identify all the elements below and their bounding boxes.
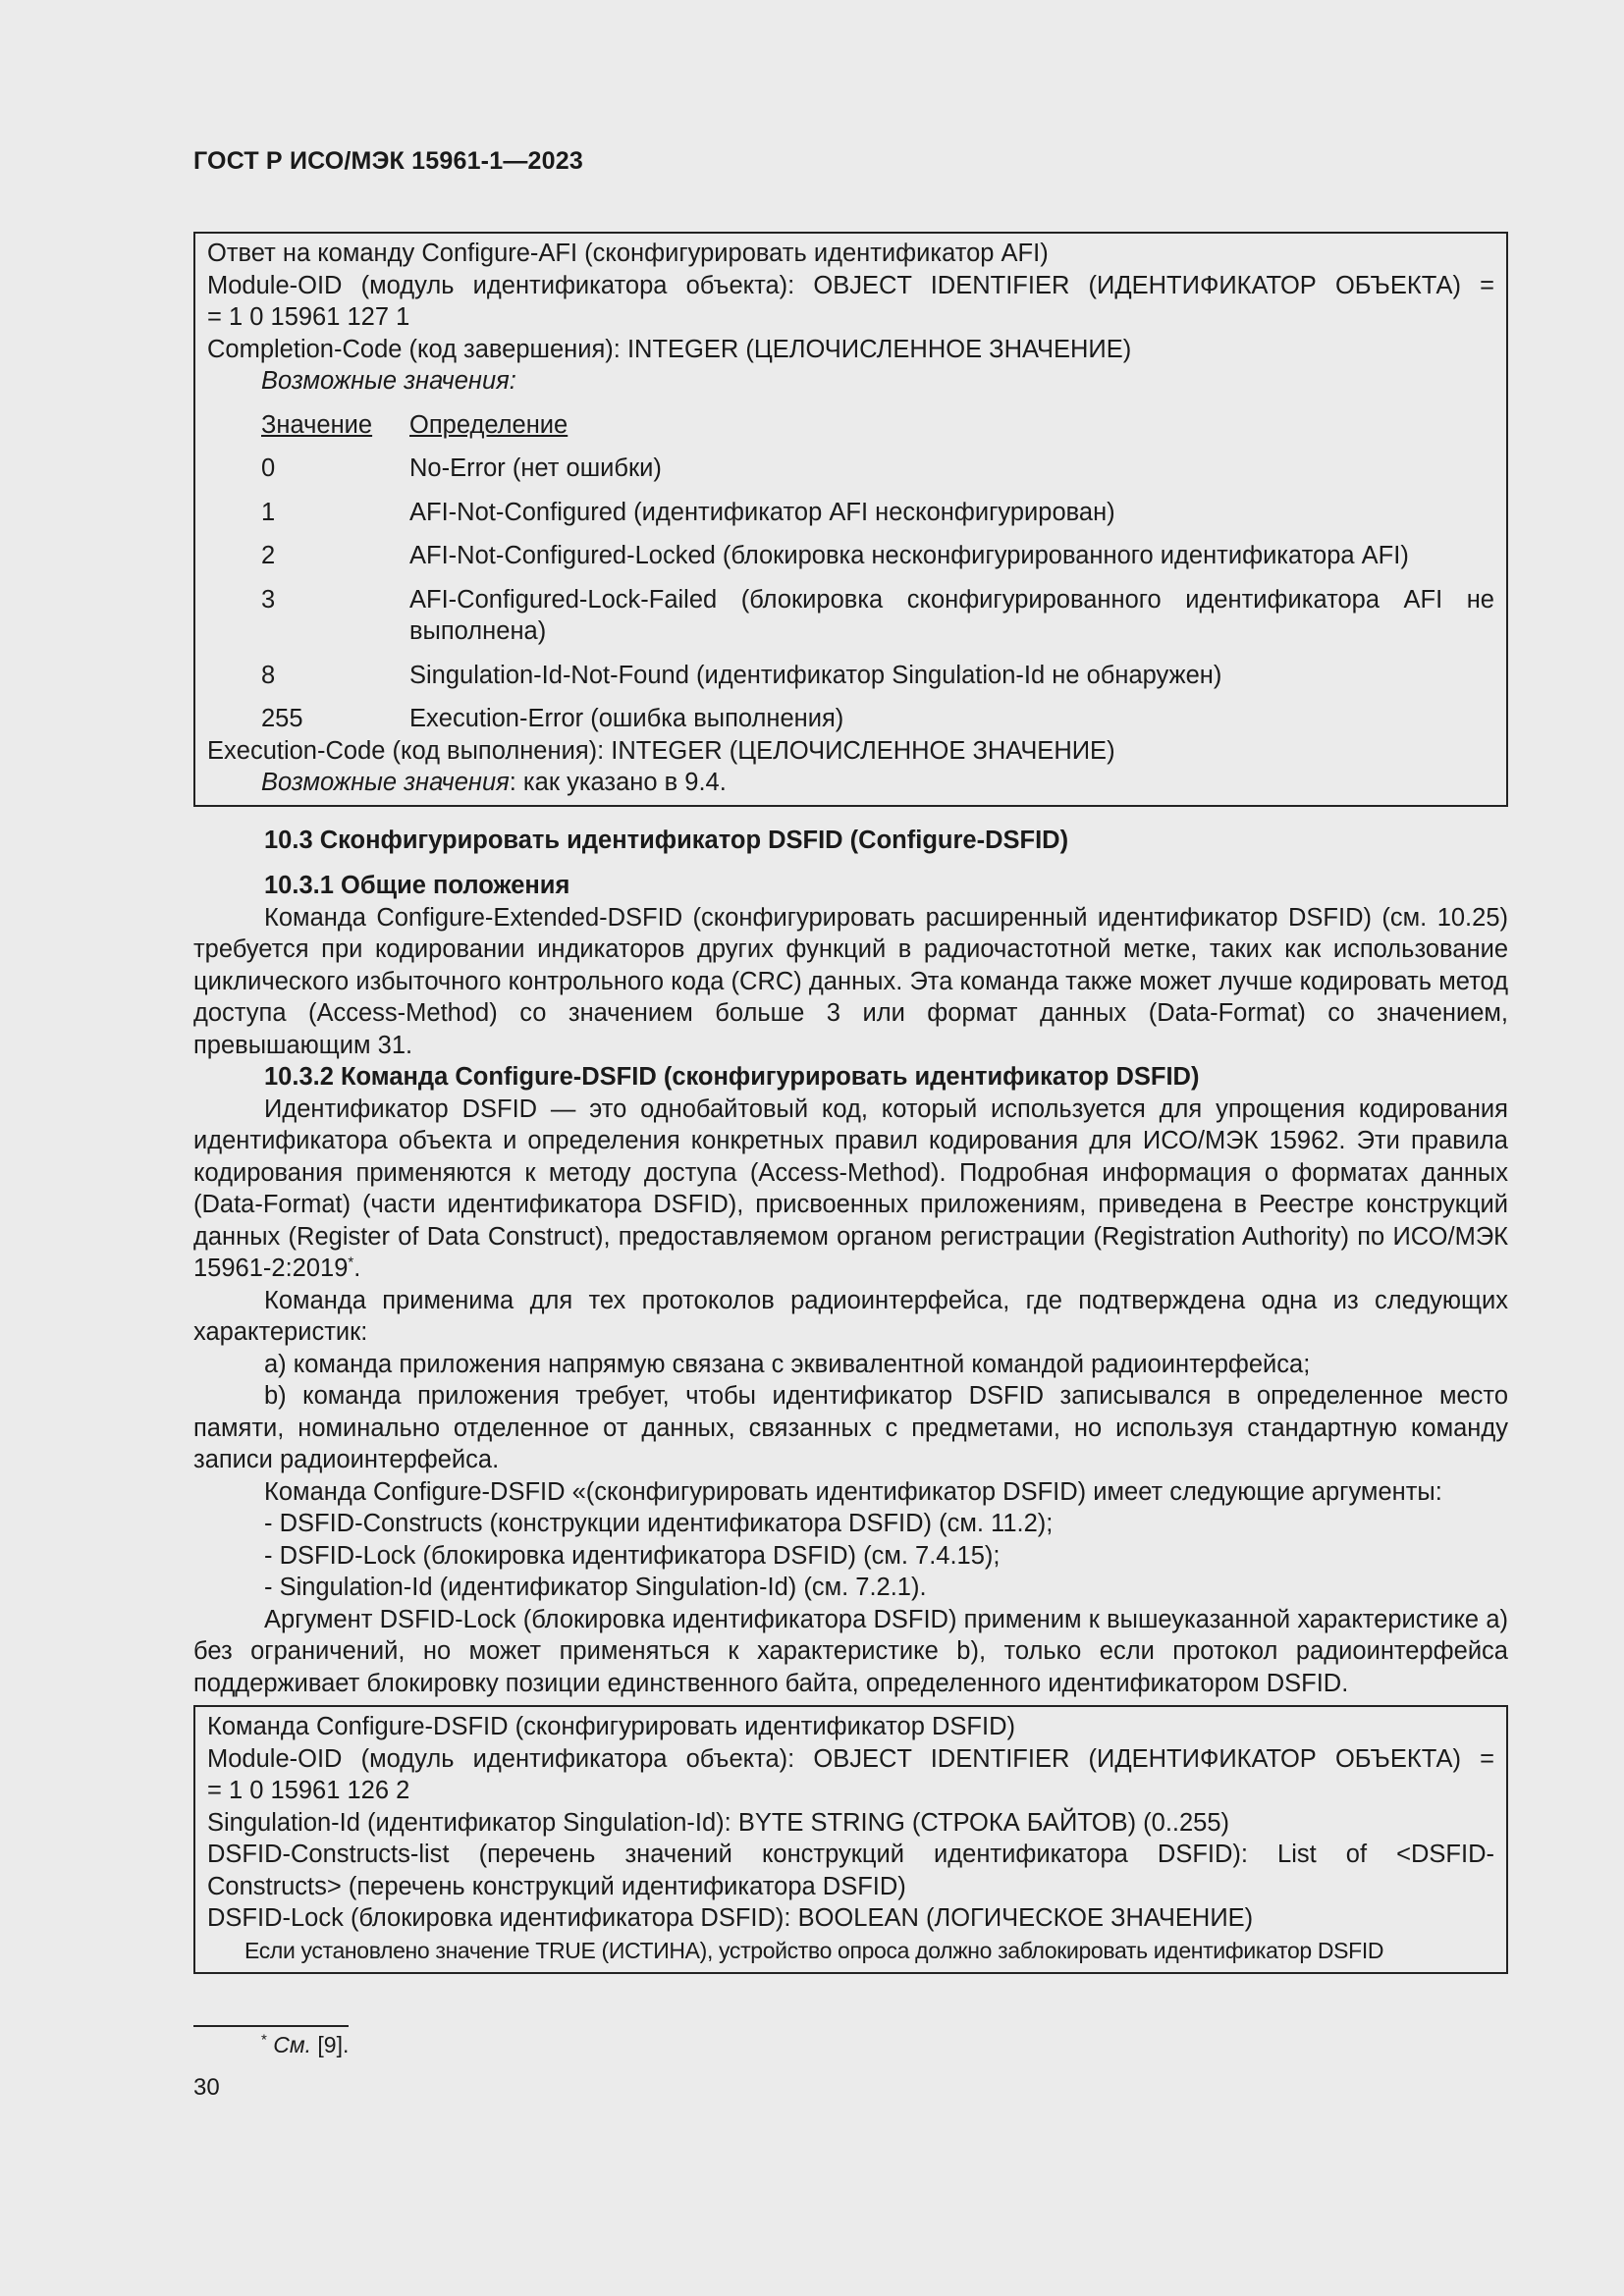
table-row — [261, 660, 1494, 692]
section-10-3-2-paragraph-4: Аргумент DSFID-Lock (блокировка идентификатора DSFID) применим к вышеуказанной характеристике a) без ограничений, но может применяться к характеристике b), только если протокол радиоинтерфейса поддерживает блокировку позиции единственного байта, определенного идентификатором DSFID. — [193, 1605, 1508, 1697]
para1-end: . — [353, 1255, 361, 1282]
section-10-3-2-paragraph-2: Команда применима для тех протоколов радиоинтерфейса, где подтверждена одна из следующих характеристик: — [193, 1286, 1508, 1346]
table-row — [261, 453, 1494, 485]
box1-line2: Module-OID (модуль идентификатора объекта): OBJECT IDENTIFIER (ИДЕНТИФИКАТОР ОБЪЕКТА) = — [207, 271, 1494, 299]
argument-list-item: - Singulation-Id (идентификатор Singulation-Id) (см. 7.2.1). — [264, 1574, 927, 1601]
row-definition: Singulation-Id-Not-Found (идентификатор Singulation-Id не обнаружен) — [409, 661, 1222, 689]
footnote-divider — [193, 2025, 349, 2027]
exec-possible-rest: : как указано в 9.4. — [509, 769, 727, 796]
row-definition: Execution-Error (ошибка выполнения) — [409, 705, 844, 732]
box2-line5: DSFID-Constructs-list (перечень значений конструкций идентификатора DSFID): List of <DSFID- — [207, 1841, 1494, 1868]
section-10-3-2-paragraph-1 — [193, 1094, 1508, 1285]
box2-line3: = 1 0 15961 126 2 — [207, 1777, 410, 1804]
row-definition: AFI-Not-Configured-Locked (блокировка несконфигурированного идентификатора AFI) — [409, 542, 1409, 569]
argument-list-item: - DSFID-Lock (блокировка идентификатора DSFID) (см. 7.4.15); — [264, 1541, 1001, 1570]
box1-line1: Ответ на команду Configure-AFI (сконфигурировать идентификатор AFI) — [207, 240, 1049, 267]
box2-line7: DSFID-Lock (блокировка идентификатора DSFID): BOOLEAN (ЛОГИЧЕСКОЕ ЗНАЧЕНИЕ) — [207, 1904, 1254, 1932]
page-header: ГОСТ Р ИСО/МЭК 15961-1—2023 — [193, 147, 583, 175]
box1-exec-possible — [207, 767, 1494, 799]
page-content — [193, 232, 1508, 1974]
row-definition: AFI-Configured-Lock-Failed (блокировка сконфигурированного идентификатора AFI не выполнена) — [409, 585, 1494, 645]
configure-afi-response-box — [193, 232, 1508, 807]
footnote-ref: [9]. — [311, 2032, 350, 2057]
section-10-3-1-title: 10.3.1 Общие положения — [264, 872, 570, 899]
box1-possible-values: Возможные значения: — [261, 367, 516, 395]
section-10-3-title: 10.3 Сконфигурировать идентификатор DSFID (Configure-DSFID) — [264, 826, 1069, 854]
exec-possible-label: Возможные значения — [261, 769, 510, 796]
box2-line6: Constructs> (перечень конструкций идентификатора DSFID) — [207, 1872, 906, 1900]
configure-dsfid-command-box — [193, 1705, 1508, 1974]
box2-line1: Команда Configure-DSFID (сконфигурировать идентификатор DSFID) — [207, 1713, 1015, 1740]
row-value: 1 — [261, 498, 276, 526]
footnote-reference: * — [348, 1254, 354, 1271]
box2-line2: Module-OID (модуль идентификатора объекта): OBJECT IDENTIFIER (ИДЕНТИФИКАТОР ОБЪЕКТА) = — [207, 1744, 1494, 1773]
box1-exec-line: Execution-Code (код выполнения): INTEGER (ЦЕЛОЧИСЛЕННОЕ ЗНАЧЕНИЕ) — [207, 736, 1115, 765]
row-definition: AFI-Not-Configured (идентификатор AFI несконфигурирован) — [409, 498, 1115, 526]
column-header-value: Значение — [261, 410, 373, 439]
row-definition: No-Error (нет ошибки) — [409, 454, 662, 482]
para1-text: Идентификатор DSFID — это однобайтовый код, который используется для упрощения кодирования идентификатора объекта и определения конкретных правил кодирования для ИСО/МЭК 15962. Эти правила кодирования применяются к методу доступа (Access-Method). Подробная информация о форматах данных (Data-Format) (части идентификатора DSFID), присвоенных приложениям, приведена в Реестре конструкций данных (Register of Data Construct), предоставляемом органом регистрации (Registration Authority) по ИСО/МЭК 15961-2:2019 — [193, 1095, 1508, 1282]
list-item-b: b) команда приложения требует, чтобы идентификатор DSFID записывался в определенное место памяти, номинально отделенное от данных, связанных с предметами, но используя стандартную команду записи радиоинтерфейса. — [193, 1382, 1508, 1473]
box1-line3: = 1 0 15961 127 1 — [207, 303, 410, 331]
table-row — [261, 497, 1494, 529]
row-value: 0 — [261, 454, 276, 482]
column-header-definition: Определение — [409, 410, 568, 439]
table-row — [261, 584, 1494, 648]
footnote-mark: * — [261, 2031, 267, 2049]
section-10-3-2-paragraph-3: Команда Configure-DSFID «(сконфигурировать идентификатор DSFID) имеет следующие аргументы: — [264, 1477, 1442, 1506]
footnote — [261, 2032, 349, 2058]
row-value: 2 — [261, 542, 276, 569]
row-value: 255 — [261, 705, 303, 732]
box1-line4: Completion-Code (код завершения): INTEGER (ЦЕЛОЧИСЛЕННОЕ ЗНАЧЕНИЕ) — [207, 335, 1132, 363]
footnote-see: См. — [273, 2032, 312, 2057]
table-header-row — [261, 409, 1494, 442]
row-value: 3 — [261, 585, 276, 614]
page-number: 30 — [193, 2074, 220, 2101]
table-row — [261, 703, 1494, 735]
table-row — [261, 540, 1494, 572]
list-item-a: a) команда приложения напрямую связана с эквивалентной командой радиоинтерфейса; — [264, 1350, 1311, 1378]
box2-line8: Если установлено значение TRUE (ИСТИНА), устройство опроса должно заблокировать идентификатор DSFID — [244, 1937, 1384, 1963]
row-value: 8 — [261, 661, 276, 689]
box2-line4: Singulation-Id (идентификатор Singulation-Id): BYTE STRING (СТРОКА БАЙТОВ) (0..255) — [207, 1808, 1230, 1837]
section-10-3-2-title: 10.3.2 Команда Configure-DSFID (сконфигурировать идентификатор DSFID) — [264, 1063, 1200, 1091]
completion-code-table — [261, 409, 1494, 735]
argument-list-item: - DSFID-Constructs (конструкции идентификатора DSFID) (см. 11.2); — [264, 1510, 1054, 1537]
section-10-3-1-paragraph: Команда Configure-Extended-DSFID (сконфигурировать расширенный идентификатор DSFID) (см. 10.25) требуется при кодировании индикаторов других функций в радиочастотной метке, таких как использование циклического избыточного контрольного кода (CRC) данных. Эта команда также может лучше кодировать метод доступа (Access-Method) со значением больше 3 или формат данных (Data-Format) со значением, превышающим 31. — [193, 903, 1508, 1059]
